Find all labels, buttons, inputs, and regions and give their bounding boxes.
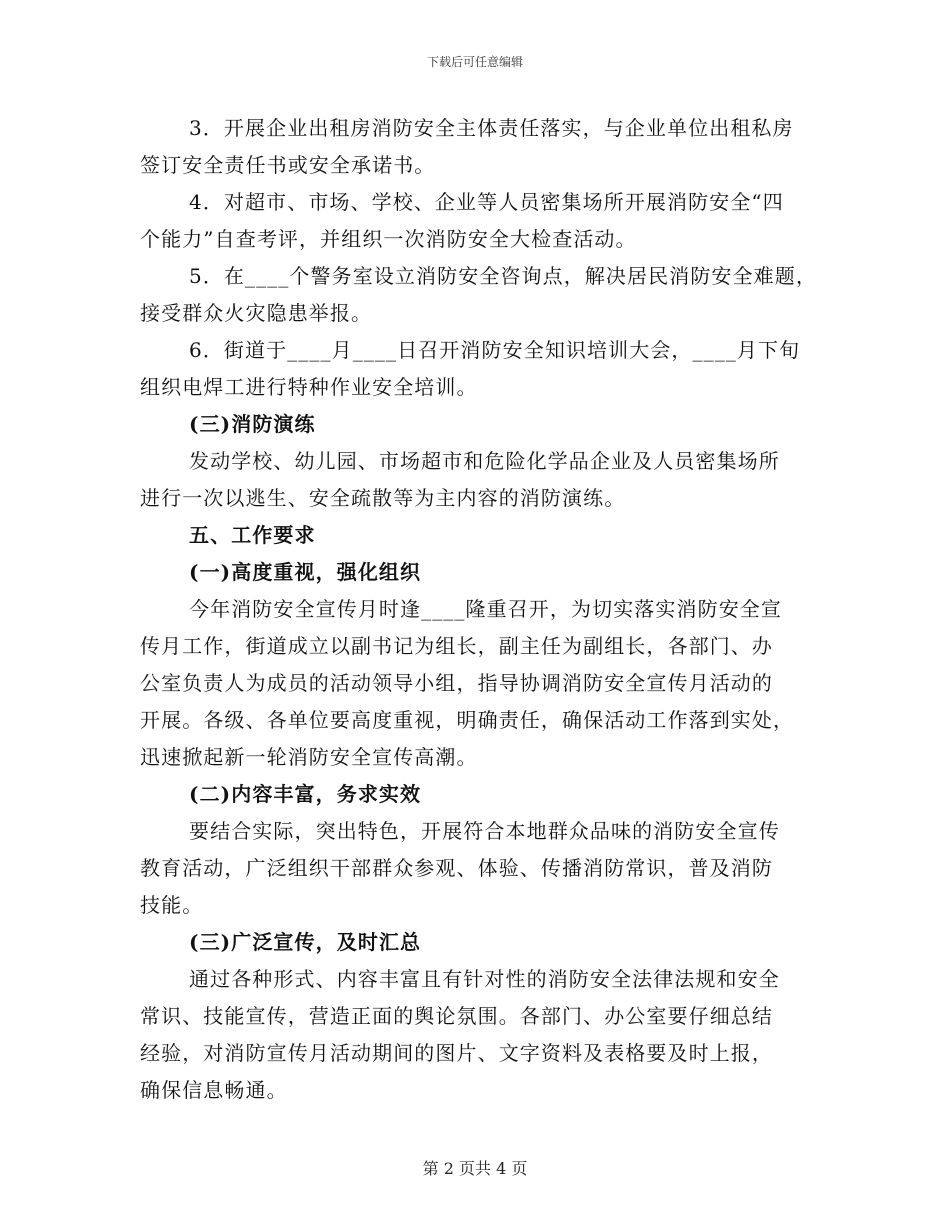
- paragraph-line: 通过各种形式、内容丰富且有针对性的消防安全法律法规和安全: [189, 967, 780, 991]
- paragraph-line: 进行一次以逃生、安全疏散等为主内容的消防演练。: [140, 486, 626, 510]
- paragraph-line: 传月工作，街道成立以副书记为组长，副主任为副组长，各部门、办: [140, 634, 773, 658]
- list-item-6-line-1: 6．街道于____月____日召开消防安全知识培训大会，____月下旬: [189, 338, 801, 362]
- paragraph-line: 要结合实际，突出特色，开展符合本地群众品味的消防安全宣传: [189, 819, 780, 843]
- paragraph-line: 迅速掀起新一轮消防安全宣传高潮。: [140, 745, 478, 769]
- paragraph-line: 今年消防安全宣传月时逢____隆重召开，为切实落实消防安全宣: [189, 597, 782, 621]
- paragraph-line: 技能。: [140, 893, 204, 917]
- paragraph-line: 发动学校、幼儿园、市场超市和危险化学品企业及人员密集场所: [189, 449, 780, 473]
- subsection-heading-3: (三)广泛宣传，及时汇总: [189, 930, 422, 954]
- page-header: 下载后可任意编辑: [426, 55, 523, 69]
- page-footer: 第 2 页共 4 页: [422, 1159, 528, 1178]
- list-item-5-line-2: 接受群众火灾隐患举报。: [140, 301, 373, 325]
- list-item-3-line-1: 3．开展企业出租房消防安全主体责任落实，与企业单位出租私房: [189, 116, 794, 140]
- paragraph-line: 经验，对消防宣传月活动期间的图片、文字资料及表格要及时上报，: [140, 1041, 773, 1065]
- list-item-3-line-2: 签订安全责任书或安全承诺书。: [140, 153, 436, 177]
- list-item-6-line-2: 组织电焊工进行特种作业安全培训。: [140, 375, 478, 399]
- subsection-heading-2: (二)内容丰富，务求实效: [189, 782, 422, 806]
- section-heading-fire-drill: (三)消防演练: [189, 412, 316, 436]
- paragraph-line: 开展。各级、各单位要高度重视，明确责任，确保活动工作落到实处，: [140, 708, 795, 732]
- list-item-4-line-1: 4．对超市、市场、学校、企业等人员密集场所开展消防安全“四: [189, 190, 784, 214]
- section-heading-work-requirements: 五、工作要求: [189, 523, 316, 547]
- subsection-heading-1: (一)高度重视，强化组织: [189, 560, 422, 584]
- paragraph-line: 公室负责人为成员的活动领导小组，指导协调消防安全宣传月活动的: [140, 671, 773, 695]
- list-item-4-line-2: 个能力”自查考评，并组织一次消防安全大检查活动。: [140, 227, 637, 251]
- list-item-5-line-1: 5．在____个警务室设立消防安全咨询点，解决居民消防安全难题，: [189, 264, 817, 288]
- paragraph-line: 确保信息畅通。: [140, 1078, 288, 1102]
- paragraph-line: 常识、技能宣传，营造正面的舆论氛围。各部门、办公室要仔细总结: [140, 1004, 773, 1028]
- paragraph-line: 教育活动，广泛组织干部群众参观、体验、传播消防常识，普及消防: [140, 856, 773, 880]
